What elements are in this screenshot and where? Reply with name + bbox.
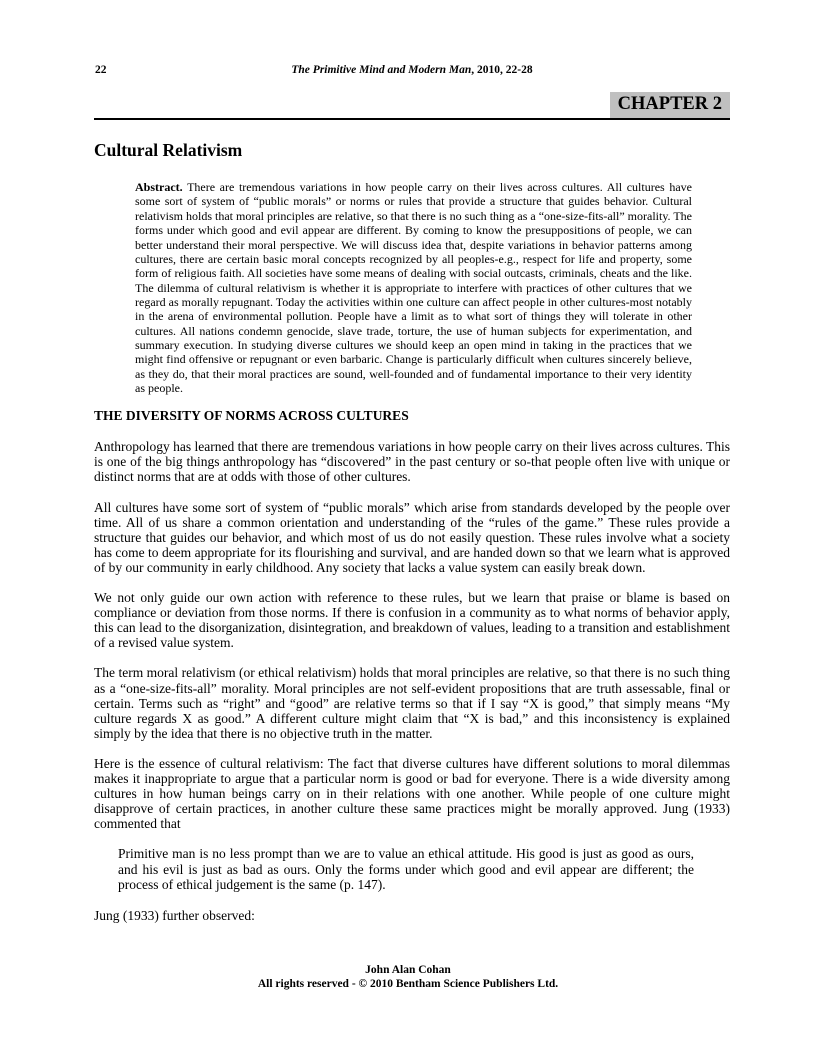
- page-number: 22: [95, 64, 107, 76]
- abstract-text: There are tremendous variations in how people carry on their lives across cultures. All cultures have some sort of system of “public morals” or norms or rules that provide a structure that guides behavior. Cultural relativism holds that moral principles are relative, so that there is no such thing as a “one-size-fits-all” morality. The forms under which good and evil appear are different. By coming to know the presuppositions of people, we can better understand their moral perspective. We will discuss idea that, despite variations in behavior patterns among cultures, there are certain basic moral concepts recognized by all peoples-e.g., respect for life and property, some form of religious faith. All societies have some means of dealing with social outcasts, criminals, cheats and the like. The dilemma of cultural relativism is whether it is appropriate to interfere with practices of other cultures that we regard as morally repugnant. Today the activities within one culture can affect people in other cultures-most notably in the arena of environmental pollution. People have a limit as to what sort of things they will tolerate in other cultures. All nations condemn genocide, slave trade, torture, the use of human subjects for experimentation, and summary execution. In studying diverse cultures we should keep an open mind in taking in the practices that we might find offensive or repugnant or even barbaric. Change is particularly difficult when cultures sincerely believe, as they do, that their moral practices are sound, well-founded and of fundamental importance to their very identity as people.: [135, 180, 692, 395]
- block-quote: Primitive man is no less prompt than we are to value an ethical attitude. His good is just as good as ours, and his evil is just as bad as ours. Only the forms under which good and evil appear are different; the process of ethical judgement is the same (p. 147).: [118, 846, 694, 893]
- paragraph-3: We not only guide our own action with reference to these rules, but we learn that praise or blame is based on compliance or deviation from those norms. If there is confusion in a community as to what norms of behavior apply, this can lead to the disorganization, disintegration, and breakdown of values, leading to a transition and establishment of a revised value system.: [94, 590, 730, 651]
- section-heading: THE DIVERSITY OF NORMS ACROSS CULTURES: [94, 408, 409, 424]
- running-title-suffix: , 2010, 22-28: [471, 64, 533, 76]
- paragraph-5: Here is the essence of cultural relativism: The fact that diverse cultures have different solutions to moral dilemmas makes it inappropriate to argue that a particular norm is good or bad for everyone. There is a wide diversity among cultures in how human beings carry on in their relations with one another. While people of one culture might disapprove of certain practices, in another culture these same practices might be morally approved. Jung (1933) commented that: [94, 755, 730, 832]
- chapter-title: Cultural Relativism: [94, 140, 243, 161]
- running-title: [94, 64, 730, 76]
- paragraph-4: The term moral relativism (or ethical relativism) holds that moral principles are relative, so that there is no such thing as a “one-size-fits-all” morality. Moral principles are not self-evident propositions that are truth assessable, final or certain. Terms such as “right” and “good” are relative terms so that if I say “X is good,” that simply means “My culture regards X as good.” A different culture might claim that “X is bad,” and this inconsistency is explained simply by the idea that there is no objective truth in the matter.: [94, 665, 730, 741]
- paragraph-1: Anthropology has learned that there are tremendous variations in how people carry on their lives across cultures. This is one of the big things anthropology has “discovered” in the past century or so-that people often live with unique or distinct norms that are at odds with those of other cultures.: [94, 439, 730, 485]
- paragraph-2: All cultures have some sort of system of “public morals” which arise from standards developed by the people over time. All of us share a common orientation and understanding of the “rules of the game.” These rules provide a structure that guides our behavior, and which most of us do not easily question. These rules involve what a society has come to deem appropriate for its flourishing and survival, and are handed down so that we learn what is approved of by our community in early childhood. Any society that lacks a value system can easily break down.: [94, 499, 730, 575]
- footer-author: John Alan Cohan: [365, 964, 451, 976]
- page-footer: [0, 964, 816, 991]
- running-title-book: The Primitive Mind and Modern Man: [291, 64, 472, 76]
- abstract-label: Abstract.: [135, 180, 183, 195]
- chapter-label: CHAPTER 2: [610, 92, 730, 118]
- paragraph-after-quote: Jung (1933) further observed:: [94, 907, 255, 923]
- abstract-paragraph: [135, 180, 692, 395]
- footer-rights: All rights reserved - © 2010 Bentham Science Publishers Ltd.: [257, 977, 559, 990]
- page-header: [94, 64, 730, 78]
- chapter-banner-row: [94, 92, 730, 120]
